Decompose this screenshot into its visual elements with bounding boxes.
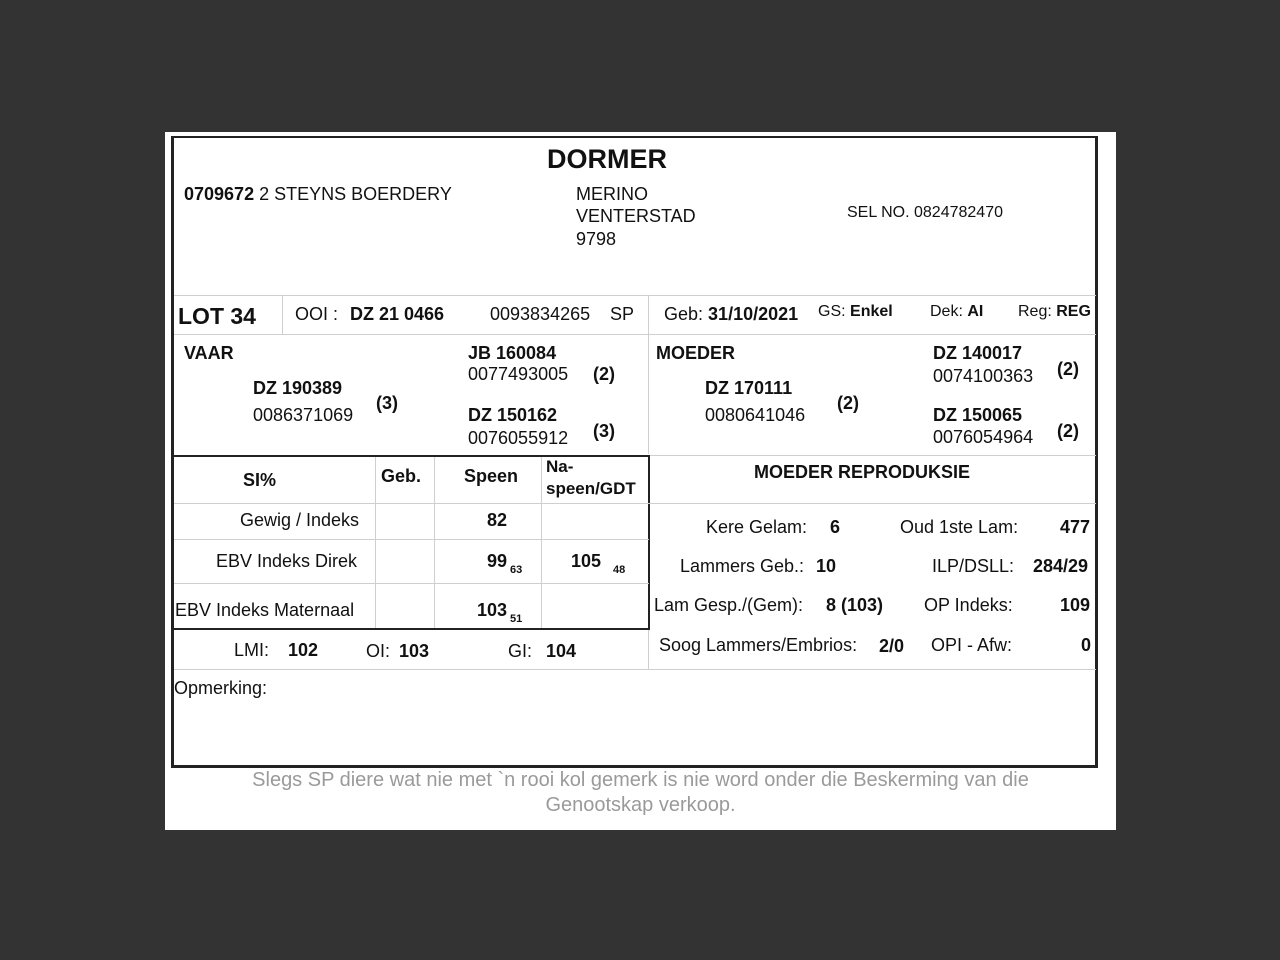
speen-value: 99: [487, 551, 508, 571]
oi-value: 103: [399, 641, 430, 661]
ooi-status: SP: [610, 304, 635, 324]
si-header: SI%: [243, 470, 277, 490]
ooi-label: OOI :: [295, 304, 339, 324]
divider: [541, 457, 542, 628]
divider: [174, 583, 649, 584]
naspeen-value: 105: [571, 551, 602, 571]
cell-label: SEL NO.: [847, 204, 910, 221]
naspeen-header-line-1: Na-: [546, 457, 574, 476]
dam-dam-tag: DZ 150065: [933, 405, 1023, 425]
mating-type: [930, 303, 983, 321]
soog-label: Soog Lammers/Embrios:: [659, 635, 858, 655]
cell-value: 0824782470: [914, 204, 1003, 221]
registration: [1018, 303, 1091, 321]
divider: [648, 630, 649, 670]
speen-accuracy: 63: [510, 564, 523, 576]
sire-sire-tag: JB 160084: [468, 343, 557, 363]
sire-dam-count: (3): [593, 421, 615, 441]
speen-header: Speen: [464, 466, 519, 486]
divider: [174, 503, 1096, 504]
dam-sire-count: (2): [1057, 359, 1079, 379]
sire-count: (3): [376, 393, 398, 413]
dam-label: MOEDER: [656, 343, 736, 363]
sire-id: 0086371069: [253, 405, 354, 425]
kere-value: 6: [830, 517, 841, 537]
sire-sire-id: 0077493005: [468, 364, 569, 384]
table-row-speen-value: 82: [487, 510, 508, 530]
ooi-value: DZ 21 0466: [350, 304, 445, 324]
birth-status-label: GS:: [818, 303, 846, 320]
lmi-value: 102: [288, 640, 319, 660]
oi-label: OI:: [366, 641, 391, 661]
footer-note-line-2: Genootskap verkoop.: [545, 794, 736, 816]
cell-number: [847, 204, 1003, 222]
geb-header: Geb.: [381, 466, 422, 486]
dam-id: 0080641046: [705, 405, 806, 425]
footer-note-line-1: Slegs SP diere wat nie met `n rooi kol gemerk is nie word onder die Beskerming van die: [252, 769, 1029, 791]
soog-value: 2/0: [879, 636, 905, 656]
opi-value: 0: [1081, 635, 1092, 655]
lammers-value: 10: [816, 556, 837, 576]
table-row-speen-value: [477, 600, 523, 625]
dam-dam-count: (2): [1057, 421, 1079, 441]
divider: [282, 296, 283, 334]
catalog-card-frame: [171, 136, 1098, 768]
gi-value: 104: [546, 641, 577, 661]
breeder-name: 2 STEYNS BOERDERY: [259, 184, 452, 204]
table-row-label: EBV Indeks Maternaal: [175, 600, 355, 620]
sire-tag: DZ 190389: [253, 378, 343, 398]
registration-label: Reg:: [1018, 303, 1052, 320]
divider: [375, 457, 376, 628]
op-label: OP Indeks:: [924, 595, 1013, 615]
birth-date-label: Geb:: [664, 304, 704, 324]
sire-dam-tag: DZ 150162: [468, 405, 558, 425]
speen-value: 103: [477, 600, 508, 620]
speen-accuracy: 51: [510, 613, 523, 625]
lot-number: LOT 34: [178, 303, 256, 329]
table-row-label: EBV Indeks Direk: [216, 551, 358, 571]
table-row-naspeen-value: [571, 551, 626, 576]
divider: [650, 455, 1096, 456]
breeder-number: 0709672: [184, 184, 255, 204]
dam-sire-tag: DZ 140017: [933, 343, 1023, 363]
address-line-2: VENTERSTAD: [576, 206, 696, 226]
remarks-label: Opmerking:: [174, 678, 268, 698]
si-table-border-bottom: [173, 628, 650, 630]
dam-tag: DZ 170111: [705, 378, 793, 398]
mating-type-label: Dek:: [930, 303, 963, 320]
birth-date: [664, 304, 798, 325]
sire-dam-id: 0076055912: [468, 428, 569, 448]
oud-label: Oud 1ste Lam:: [900, 517, 1019, 537]
sire-label: VAAR: [184, 343, 234, 363]
oud-value: 477: [1060, 517, 1091, 537]
ilp-label: ILP/DSLL:: [932, 556, 1015, 576]
divider: [434, 457, 435, 628]
divider: [174, 295, 1096, 296]
dam-dam-id: 0076054964: [933, 427, 1034, 447]
address-line-3: 9798: [576, 229, 617, 249]
divider: [174, 669, 1096, 670]
birth-date-value: 31/10/2021: [708, 304, 799, 324]
reproduction-title: MOEDER REPRODUKSIE: [754, 462, 971, 482]
dam-sire-id: 0074100363: [933, 366, 1034, 386]
birth-status: [818, 303, 893, 321]
naspeen-accuracy: 48: [613, 564, 626, 576]
address-line-1: MERINO: [576, 184, 648, 204]
naspeen-header-line-2: speen/GDT: [546, 479, 636, 498]
op-value: 109: [1060, 595, 1091, 615]
table-row-label: Gewig / Indeks: [240, 510, 360, 530]
sire-sire-count: (2): [593, 364, 615, 384]
opi-label: OPI - Afw:: [931, 635, 1013, 655]
breeder-line: [184, 184, 452, 205]
ilp-value: 284/29: [1033, 556, 1089, 576]
divider: [174, 539, 649, 540]
divider: [174, 334, 1096, 335]
gi-label: GI:: [508, 641, 533, 661]
breed-title: DORMER: [547, 144, 667, 174]
table-row-speen-value: [487, 551, 523, 576]
lammers-label: Lammers Geb.:: [680, 556, 805, 576]
divider: [648, 296, 649, 454]
kere-label: Kere Gelam:: [706, 517, 808, 537]
dam-count: (2): [837, 393, 859, 413]
mating-type-value: AI: [967, 303, 984, 320]
lmi-label: LMI:: [234, 640, 270, 660]
birth-status-value: Enkel: [850, 303, 893, 320]
si-table-border-top: [173, 455, 650, 457]
ooi-id-number: 0093834265: [490, 304, 591, 324]
si-table-border-right: [648, 455, 650, 630]
registration-value: REG: [1056, 303, 1091, 320]
gesp-label: Lam Gesp./(Gem):: [654, 595, 804, 615]
gesp-value: 8 (103): [826, 595, 884, 615]
